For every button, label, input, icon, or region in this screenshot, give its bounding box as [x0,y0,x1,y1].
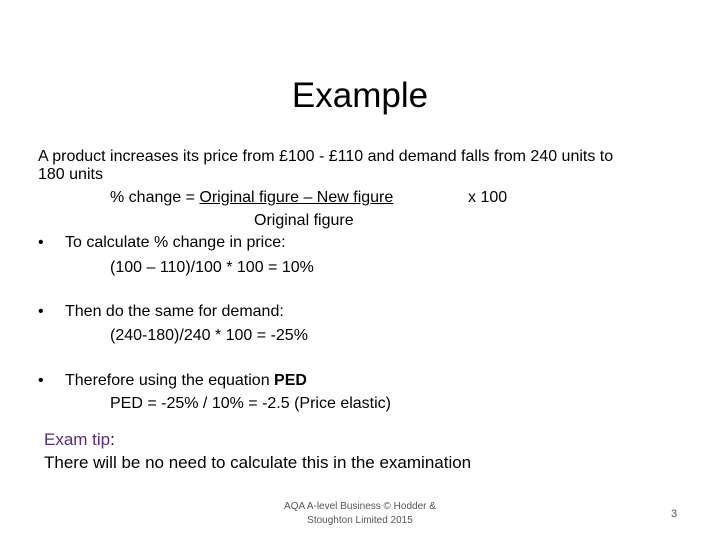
bullet-1-text: To calculate % change in price: [65,234,286,251]
exam-tip-label: Exam tip [44,430,111,449]
intro-line-2: 180 units [38,166,103,183]
bullet-1-calc: (100 – 110)/100 * 100 = 10% [110,259,314,276]
footer-line-2: Stoughton Limited 2015 [307,515,413,526]
exam-tip-text: There will be no need to calculate this in the examination [44,453,472,472]
slide-title: Example [291,76,429,115]
bullet-3-bold: PED [274,372,307,389]
footer-copyright [268,500,452,528]
bullet-2-text: Then do the same for demand: [65,303,284,320]
intro-line-1: A product increases its price from £100 - £110 and demand falls from 240 units to [38,148,614,165]
formula-denominator: Original figure [254,212,354,229]
bullet-3-prefix: Therefore using the equation [65,372,275,389]
bullet-marker: • [38,303,44,320]
formula-row [110,189,393,207]
formula-numerator: Original figure – New figure [199,189,394,206]
exam-tip-heading [44,430,115,450]
bullet-marker: • [38,234,44,251]
bullet-marker: • [38,372,44,389]
exam-tip-colon: : [110,430,115,449]
formula-multiplier: x 100 [468,189,508,206]
formula-lhs: % change = [110,189,200,206]
bullet-3-text [65,372,307,390]
page-number: 3 [670,508,678,520]
bullet-3-calc: PED = -25% / 10% = -2.5 (Price elastic) [110,395,391,412]
bullet-2-calc: (240-180)/240 * 100 = -25% [110,327,308,344]
footer-line-1: AQA A-level Business © Hodder & [284,501,436,512]
